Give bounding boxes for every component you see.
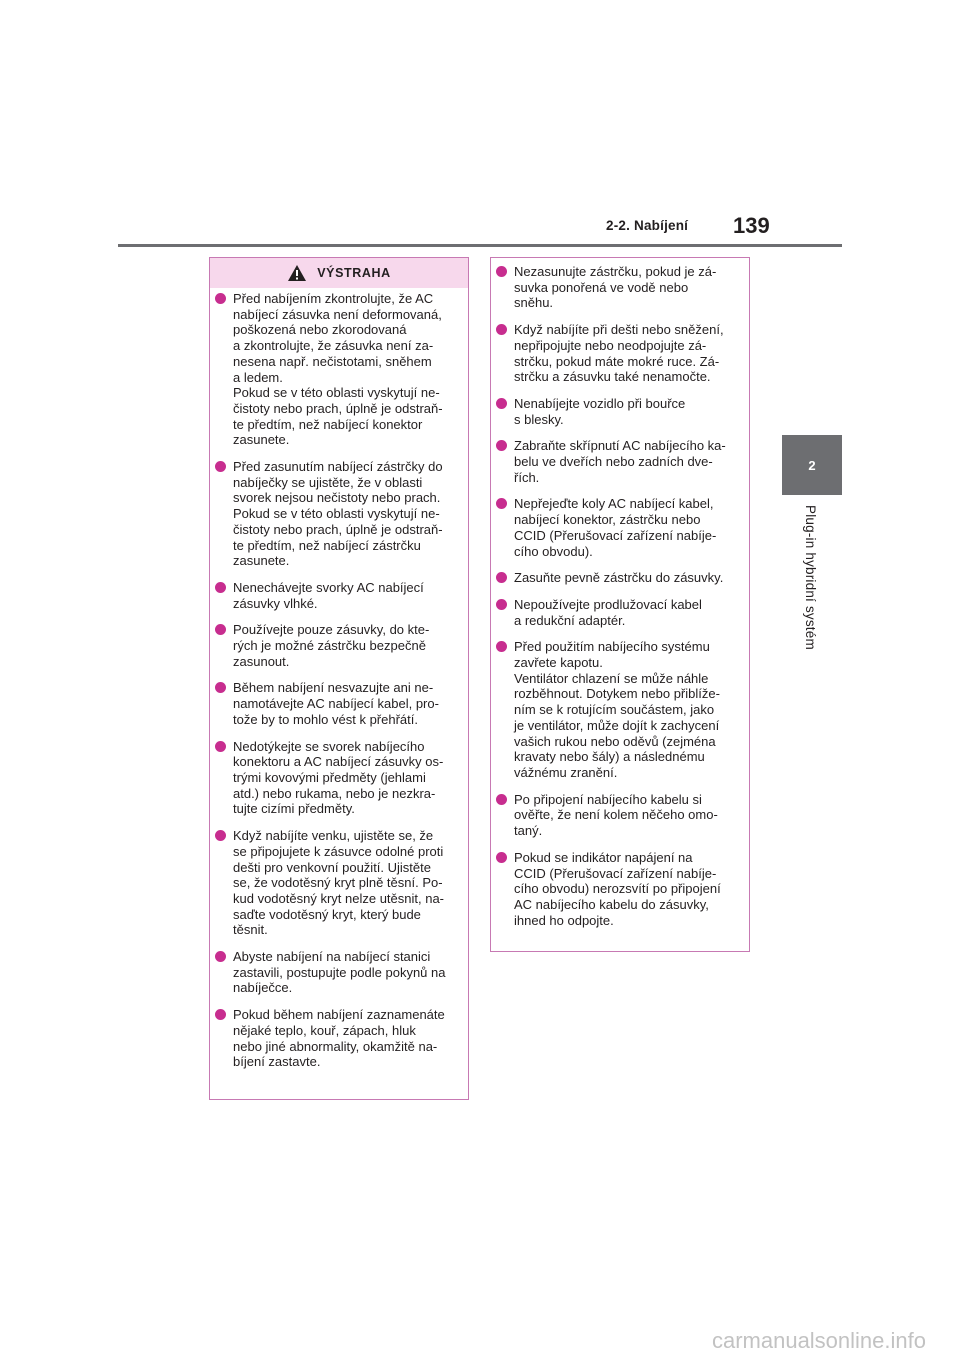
section-title: 2-2. Nabíjení: [606, 218, 689, 233]
bullet-icon: [215, 293, 226, 304]
bullet-icon: [215, 951, 226, 962]
warning-list-left: [210, 288, 468, 1070]
warning-item-text: Když nabíjíte venku, ujistěte se, že se připojujete k zásuvce odolné proti dešti pro venkovní použití. Ujistěte se, že vodotěsný kryt plně těsní. Po- kud vodotěsný kryt nelze utěsnit, na- saďte vodotěsný kryt, který bude těsnit.: [233, 828, 445, 938]
warning-item-text: Nepřejeďte koly AC nabíjecí kabel, nabíjecí konektor, zástrčku nebo CCID (Přerušovací zařízení nabíje- cího obvodu).: [514, 496, 717, 559]
warning-item-text: Před zasunutím nabíjecí zástrčky do nabíječky se ujistěte, že v oblasti svorek nejsou nečistoty nebo prach. Pokud se v této oblasti vyskytují ne- čistoty nebo prach, úplně je odstraň- te předtím, než nabíjecí zástrčku zasunete.: [233, 459, 443, 569]
warning-item-text: Nenechávejte svorky AC nabíjecí zásuvky vlhké.: [233, 579, 424, 611]
bullet-icon: [496, 572, 507, 583]
warning-box-left: [209, 257, 469, 1100]
chapter-number: 2: [808, 457, 816, 473]
warning-item-text: Zasuňte pevně zástrčku do zásuvky.: [514, 570, 724, 586]
warning-item-text: Zabraňte skřípnutí AC nabíjecího ka- belu ve dveřích nebo zadních dve- řích.: [514, 438, 726, 485]
warning-item: [215, 459, 464, 569]
warning-item: [496, 792, 745, 839]
warning-item: [496, 850, 745, 929]
warning-list-right: [491, 258, 749, 928]
warning-item-text: Pokud se indikátor napájení na CCID (Přerušovací zařízení nabíje- cího obvodu) nerozsvítí po připojení AC nabíjecího kabelu do zásuvky, ihned ho odpojte.: [514, 849, 721, 928]
warning-item-text: Když nabíjíte při dešti nebo sněžení, nepřipojujte nebo neodpojujte zá- strčku, pokud máte mokré ruce. Zá- strčku a zásuvku také nenamočte.: [514, 322, 724, 385]
bullet-icon: [215, 741, 226, 752]
bullet-icon: [496, 266, 507, 277]
bullet-icon: [215, 830, 226, 841]
footer-watermark: carmanualsonline.info: [711, 1328, 926, 1353]
bullet-icon: [496, 440, 507, 451]
warning-item: [496, 396, 745, 427]
bullet-icon: [215, 624, 226, 635]
warning-item-text: Nepoužívejte prodlužovací kabel a redukční adaptér.: [514, 596, 702, 628]
warning-item: [215, 1007, 464, 1070]
warning-item: [496, 639, 745, 780]
warning-box-right: [490, 257, 750, 952]
bullet-icon: [215, 1009, 226, 1020]
warning-item: [215, 949, 464, 996]
bullet-icon: [496, 852, 507, 863]
bullet-icon: [496, 324, 507, 335]
bullet-icon: [496, 398, 507, 409]
warning-title: VÝSTRAHA: [317, 266, 391, 280]
page-number: 139: [733, 213, 770, 238]
warning-item: [496, 264, 745, 311]
warning-item-text: Nedotýkejte se svorek nabíjecího konektoru a AC nabíjecí zásuvky os- trými kovovými předměty (jehlami atd.) nebo rukama, nebo je nezkra- tujte cizími předměty.: [233, 738, 444, 817]
warning-item: [215, 580, 464, 611]
bullet-icon: [496, 599, 507, 610]
warning-item-text: Před nabíjením zkontrolujte, že AC nabíjecí zásuvka není deformovaná, poškozená nebo zkorodovaná a zkontrolujte, že zásuvka není za- nesena např. nečistotami, sněhem a ledem. Pokud se v této oblasti vyskytují ne- čistoty nebo prach, úplně je odstraň- te předtím, než nabíjecí konektor zasunete.: [233, 291, 443, 448]
warning-item-text: Před použitím nabíjecího systému zavřete kapotu. Ventilátor chlazení se může náhle rozběhnout. Dotykem nebo přiblíže- ním se k rotujícím součástem, jako je ventilátor, může dojít k zachycení vašich rukou nebo oděvů (zejména kravaty nebo šály) a následnému vážnému zranění.: [514, 639, 720, 780]
warning-item: [496, 496, 745, 559]
warning-item: [215, 739, 464, 818]
warning-item: [215, 680, 464, 727]
bullet-icon: [496, 498, 507, 509]
bullet-icon: [496, 794, 507, 805]
bullet-icon: [215, 582, 226, 593]
bullet-icon: [215, 461, 226, 472]
warning-item: [215, 291, 464, 448]
chapter-tab: [782, 435, 842, 495]
warning-item-text: Po připojení nabíjecího kabelu si ověřte, že není kolem něčeho omo- taný.: [514, 791, 718, 839]
header-divider: [118, 244, 842, 247]
warning-item: [215, 622, 464, 669]
warning-item: [496, 322, 745, 385]
bullet-icon: [215, 682, 226, 693]
bullet-icon: [496, 641, 507, 652]
warning-header: [210, 258, 468, 288]
warning-item: [496, 438, 745, 485]
warning-item-text: Během nabíjení nesvazujte ani ne- namotávejte AC nabíjecí kabel, pro- tože by to mohlo vést k přehřátí.: [233, 680, 439, 727]
warning-item-text: Používejte pouze zásuvky, do kte- rých je možné zástrčku bezpečně zasunout.: [233, 622, 430, 669]
warning-item: [496, 570, 745, 586]
warning-item-text: Nezasunujte zástrčku, pokud je zá- suvka ponořená ve vodě nebo sněhu.: [514, 264, 717, 311]
chapter-title: Plug-in hybridní systém: [803, 505, 818, 650]
warning-item: [215, 828, 464, 938]
warning-item-text: Abyste nabíjení na nabíjecí stanici zastavili, postupujte podle pokynů na nabíječce.: [233, 949, 446, 996]
warning-item-text: Nenabíjejte vozidlo při bouřce s blesky.: [514, 395, 686, 427]
warning-item-text: Pokud během nabíjení zaznamenáte nějaké teplo, kouř, zápach, hluk nebo jiné abnormality, okamžitě na- bíjení zastavte.: [233, 1007, 445, 1070]
warning-triangle-icon: [287, 264, 307, 282]
warning-item: [496, 597, 745, 628]
